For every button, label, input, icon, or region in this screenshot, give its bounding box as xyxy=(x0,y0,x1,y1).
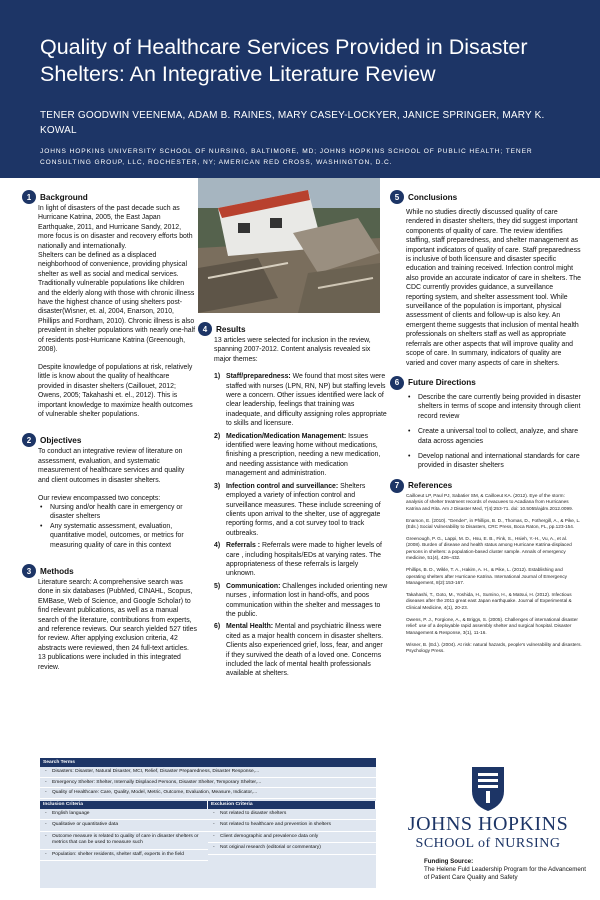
reference-item: Enarson, E. (2010). "Gender", in Phillips, B. D., Thomas, D., Fothergill, A., & Pike, L. (Eds.) Social Vulnerability to Disasters, CRC Press, Boca Raton, FL, pp.123-154. xyxy=(406,517,581,530)
list-item: • Any systematic assessment, evaluation, quantitative model, outcomes, or metrics for measuring quality of care in this context xyxy=(38,522,197,550)
criteria-row: - Qualitative or quantitative data xyxy=(40,820,208,832)
results-list xyxy=(198,372,388,679)
section-number: 3 xyxy=(22,564,36,578)
search-terms-heading: Search Terms xyxy=(40,758,376,767)
criteria-row: - Not related to healthcare and prevention in shelters xyxy=(208,820,376,832)
right-column xyxy=(390,190,582,660)
funding-heading: Funding Source: xyxy=(424,858,474,865)
shield-icon xyxy=(392,765,584,813)
objectives-text: To conduct an integrative review of literature on assessment, evaluation, and systematic measurement of healthcare services and quality and client outcomes in disaster shelters. Our review encompassed two concepts: xyxy=(38,448,185,502)
collapsed-house-photo-illustration xyxy=(198,178,380,313)
reference-item: Wisner, B. (Ed.). (2004). At risk: natural hazards, people's vulnerability and disasters. Psychology Press. xyxy=(406,641,582,654)
section-number: 1 xyxy=(22,190,36,204)
objectives-heading: 2 Objectives xyxy=(22,433,197,447)
reference-item: Owens, P. J., Forgione, A., & Briggs, S. (2005). Challenges of international disaster relief: use of a deployable rapid assembly shelter and surgical hospital. Disaster Management & Response, 3(1), 11-16. xyxy=(406,616,578,635)
background-text: In light of disasters of the past decade such as Hurricane Katrina, 2005, the East Japan Earthquake, 2011, and Hurricane Sandy, 2012, more focus is on disaster and recovery efforts both nationally and internationally. Shelters can be defined as a displaced neighborhood of convenience, providing physical shelter as well as social and medical services. Traditionally vulnerable populations like children and the elderly along with those with chronic illness have the highest chance of using shelters post-disaster(Wisner, et. al, 2004, Enarson, 2010, Phillips and Fordham, 2010). Chronic illness is also prevalent in shelter populations with nearly one-half of residents post-Hurricane Katrina (Greenough, 2008). Despite knowledge of populations at risk, relatively little is know about the quality of healthcare provided in disaster shelters (Caillouet, 2012; Owens, 2005; Takahashi et. el., 2012). This is important knowledge to maximize health outcomes of vulnerable shelter populations. xyxy=(38,205,196,419)
section-number: 4 xyxy=(198,322,212,336)
logo-line-1: JOHNS HOPKINS xyxy=(407,813,569,835)
methods-heading: 3 Methods xyxy=(22,564,197,578)
funding-text: The Helene Fuld Leadership Program for the Advancement of Patient Care Quality and Safety xyxy=(424,866,586,881)
search-criteria-table xyxy=(40,758,376,888)
list-item: • Describe the care currently being provided in disaster shelters in terms of scope and intensity through client record review xyxy=(406,393,582,421)
conclusions-text: While no studies directly discussed quality of care rendered in disaster shelters, they did suggest important components of quality of care. The review identifies staffing, staff preparedness, and shelter management as important indicators of quality of care. Staff preparedness is inclusive of both licensure and disaster specific education and training received. Infection control might also provide an accurate indicator of care in shelters. The CDC currently provides guidance, a surveillance reporting system, and shelter assessment tool. While surveillance of the population is important, physical assessment of clients and follow-up is also key. An emergent theme suggests that inclusion of mental health professionals on shelters staff as well as appropriate referrals are other aspects that will improve quality and scope of care. In summary, indicators of quality are varied and cover many aspects of care in shelters. xyxy=(406,209,581,367)
search-term-row: - Disasters: Disaster, Natural Disaster, MCI, Relief, Disaster Preparedness, Disaster Response,... xyxy=(40,767,376,778)
list-item: 4) Referrals : Referrals were made to higher levels of care , including hospitals/EDs at varying rates. The appropriateness of these referrals is largely unknown. xyxy=(214,542,382,578)
references-heading: 7 References xyxy=(390,479,582,493)
middle-column xyxy=(198,322,388,682)
future-directions-heading: 6 Future Directions xyxy=(390,376,582,390)
criteria-row: - Not original research (editorial or commentary) xyxy=(208,843,376,855)
search-term-row: - Quality of Healthcare: Care, Quality, Model, Metric, Outcome, Evaluation, Measure, Indicator,... xyxy=(40,788,376,799)
criteria-row: - English language xyxy=(40,809,208,821)
criteria-row: - Client demographic and prevalence data only xyxy=(208,832,376,844)
methods-text: Literature search: A comprehensive search was done in six databases (PubMed, CINAHL, Scopus, EMBase, Web of Science, and Google Scholar) to find relevant publications, as well as a manual search of the literature, contributions from experts, and reference reviews. Our search yielded 527 titles for review. After applying exclusion criteria, 42 abstracts were reviewed, then 24 full-text articles. 13 publications were included in this integrated review. xyxy=(38,579,197,671)
reference-item: Greenough, P. G., Lappi, M. D., Hsu, E. B., Fink, S., Hsieh, Y.-H., Vu, A., et al. (2008). Burden of disease and health status among Hurricane Katrina-displaced persons in shelters: a population-based cluster sample. Annals of emergency medicine, 51(4), 426–432. xyxy=(406,535,572,561)
reference-item: Takahashi, T., Goto, M., Yoshida, H., Sumino, H., & Matsui, H. (2012). Infectious diseases after the 2011 great east Japan earthquake. Journal of Experimental & Clinical Medicine, 4(1), 20-23. xyxy=(406,591,572,610)
list-item: 3) Infection control and surveillance: Shelters employed a variety of infection control and surveillance measures. These include screening of clients upon arrival to the shelter, use of aggregate reporting forms, and a cot survey tool to track outbreaks. xyxy=(214,482,381,537)
inclusion-criteria xyxy=(40,799,208,862)
list-item: 6) Mental Health: Mental and psychiatric illness were cited as a major health concern in disaster shelters. Clients also experienced grief, loss, fear, and anger if they survived the death of a loved one. Concerns included the lack of mental health professionals available at shelters. xyxy=(214,623,384,678)
search-term-row: - Emergency Shelter: Shelter, Internally Displaced Persons, Disaster Shelter, Temporary Shelter,... xyxy=(40,778,376,789)
conclusions-heading: 5 Conclusions xyxy=(390,190,582,204)
section-number: 2 xyxy=(22,433,36,447)
criteria-columns xyxy=(40,799,376,862)
results-heading: 4 Results xyxy=(198,322,388,336)
criteria-row: - Not related to disaster shelters xyxy=(208,809,376,821)
results-intro: 13 articles were selected for inclusion in the review, spanning 2007-2012. Content analysis revealed six major themes: xyxy=(214,337,371,363)
poster-header xyxy=(0,0,600,178)
list-item: • Nursing and/or health care in emergency or disaster shelters xyxy=(38,503,197,522)
criteria-row: - Outcome measure is related to quality of care in disaster shelters or metrics that can be used to measure such xyxy=(40,832,208,850)
list-item: • Create a universal tool to collect, analyze, and share data across agencies xyxy=(406,427,582,446)
exclusion-heading: Exclusion Criteria xyxy=(208,801,376,809)
list-item: • Develop national and international standards for care provided in disaster shelters xyxy=(406,452,582,471)
affiliations: JOHNS HOPKINS UNIVERSITY SCHOOL OF NURSING, BALTIMORE, MD; JOHNS HOPKINS SCHOOL OF PUBLIC HEALTH; TENER CONSULTING GROUP, LLC, ROCHESTER, NY; AMERICAN RED CROSS, WASHINGTON, D.C. xyxy=(40,148,533,166)
section-number: 7 xyxy=(390,479,404,493)
section-number: 6 xyxy=(390,376,404,390)
list-item: 1) Staff/preparedness: We found that most sites were staffed with nurses (LPN, RN, NP) but staffing levels were a concern. Other issues identified were lack of clear leadership, feelings that training was inadequate, and difficulty assigning roles appropriate to skills and licensure. xyxy=(214,373,387,428)
authors: TENER GOODWIN VEENEMA, ADAM B. RAINES, MARY CASEY-LOCKYER, JANICE SPRINGER, MARY K. KOWAL xyxy=(40,110,545,136)
reference-item: Cailloeut LP, Paul PJ, Sabatier SM, & Cailloeut KA. (2012). Eye of the storm: analysis of shelter treatment records of evacuees to Acadiana from Hurricanes Katrina and Rita. Am J Disaster Med, 7(4):253-71. doi: 10.5055/ajdm.2012.0099. xyxy=(406,492,574,511)
section-number: 5 xyxy=(390,190,404,204)
left-column xyxy=(22,190,197,672)
references-list xyxy=(390,493,582,655)
inclusion-heading: Inclusion Criteria xyxy=(40,801,208,809)
poster-title: Quality of Healthcare Services Provided in Disaster Shelters: An Integrative Literature Review xyxy=(40,35,528,86)
list-item: 5) Communication: Challenges included orienting new nurses , information lost in hand-offs, and poos communication within the shelter and messages to the public. xyxy=(214,582,388,618)
list-item: 2) Medication/Medication Management: Issues identified were leaving home without medications, finishing a prescription, needing a new medication, and needing assistance with medication management and administration. xyxy=(214,432,381,478)
johns-hopkins-logo xyxy=(392,765,584,865)
disaster-photo xyxy=(198,178,380,313)
reference-item: Phillips, B. D., Wikle, T. A., Hakim, A. H., & Pike, L. (2012). Establishing and operating shelters after Hurricane Katrina. International Journal of Emergency Management, 8(2):153-167. xyxy=(406,567,568,586)
criteria-row: - Population: shelter residents, shelter staff, experts in the field xyxy=(40,850,208,862)
exclusion-criteria xyxy=(208,799,376,862)
logo-line-2: SCHOOL of NURSING xyxy=(415,836,561,851)
future-directions-list xyxy=(390,393,582,471)
background-heading: 1 Background xyxy=(22,190,197,204)
objectives-list xyxy=(22,503,197,550)
funding-source xyxy=(424,858,589,882)
